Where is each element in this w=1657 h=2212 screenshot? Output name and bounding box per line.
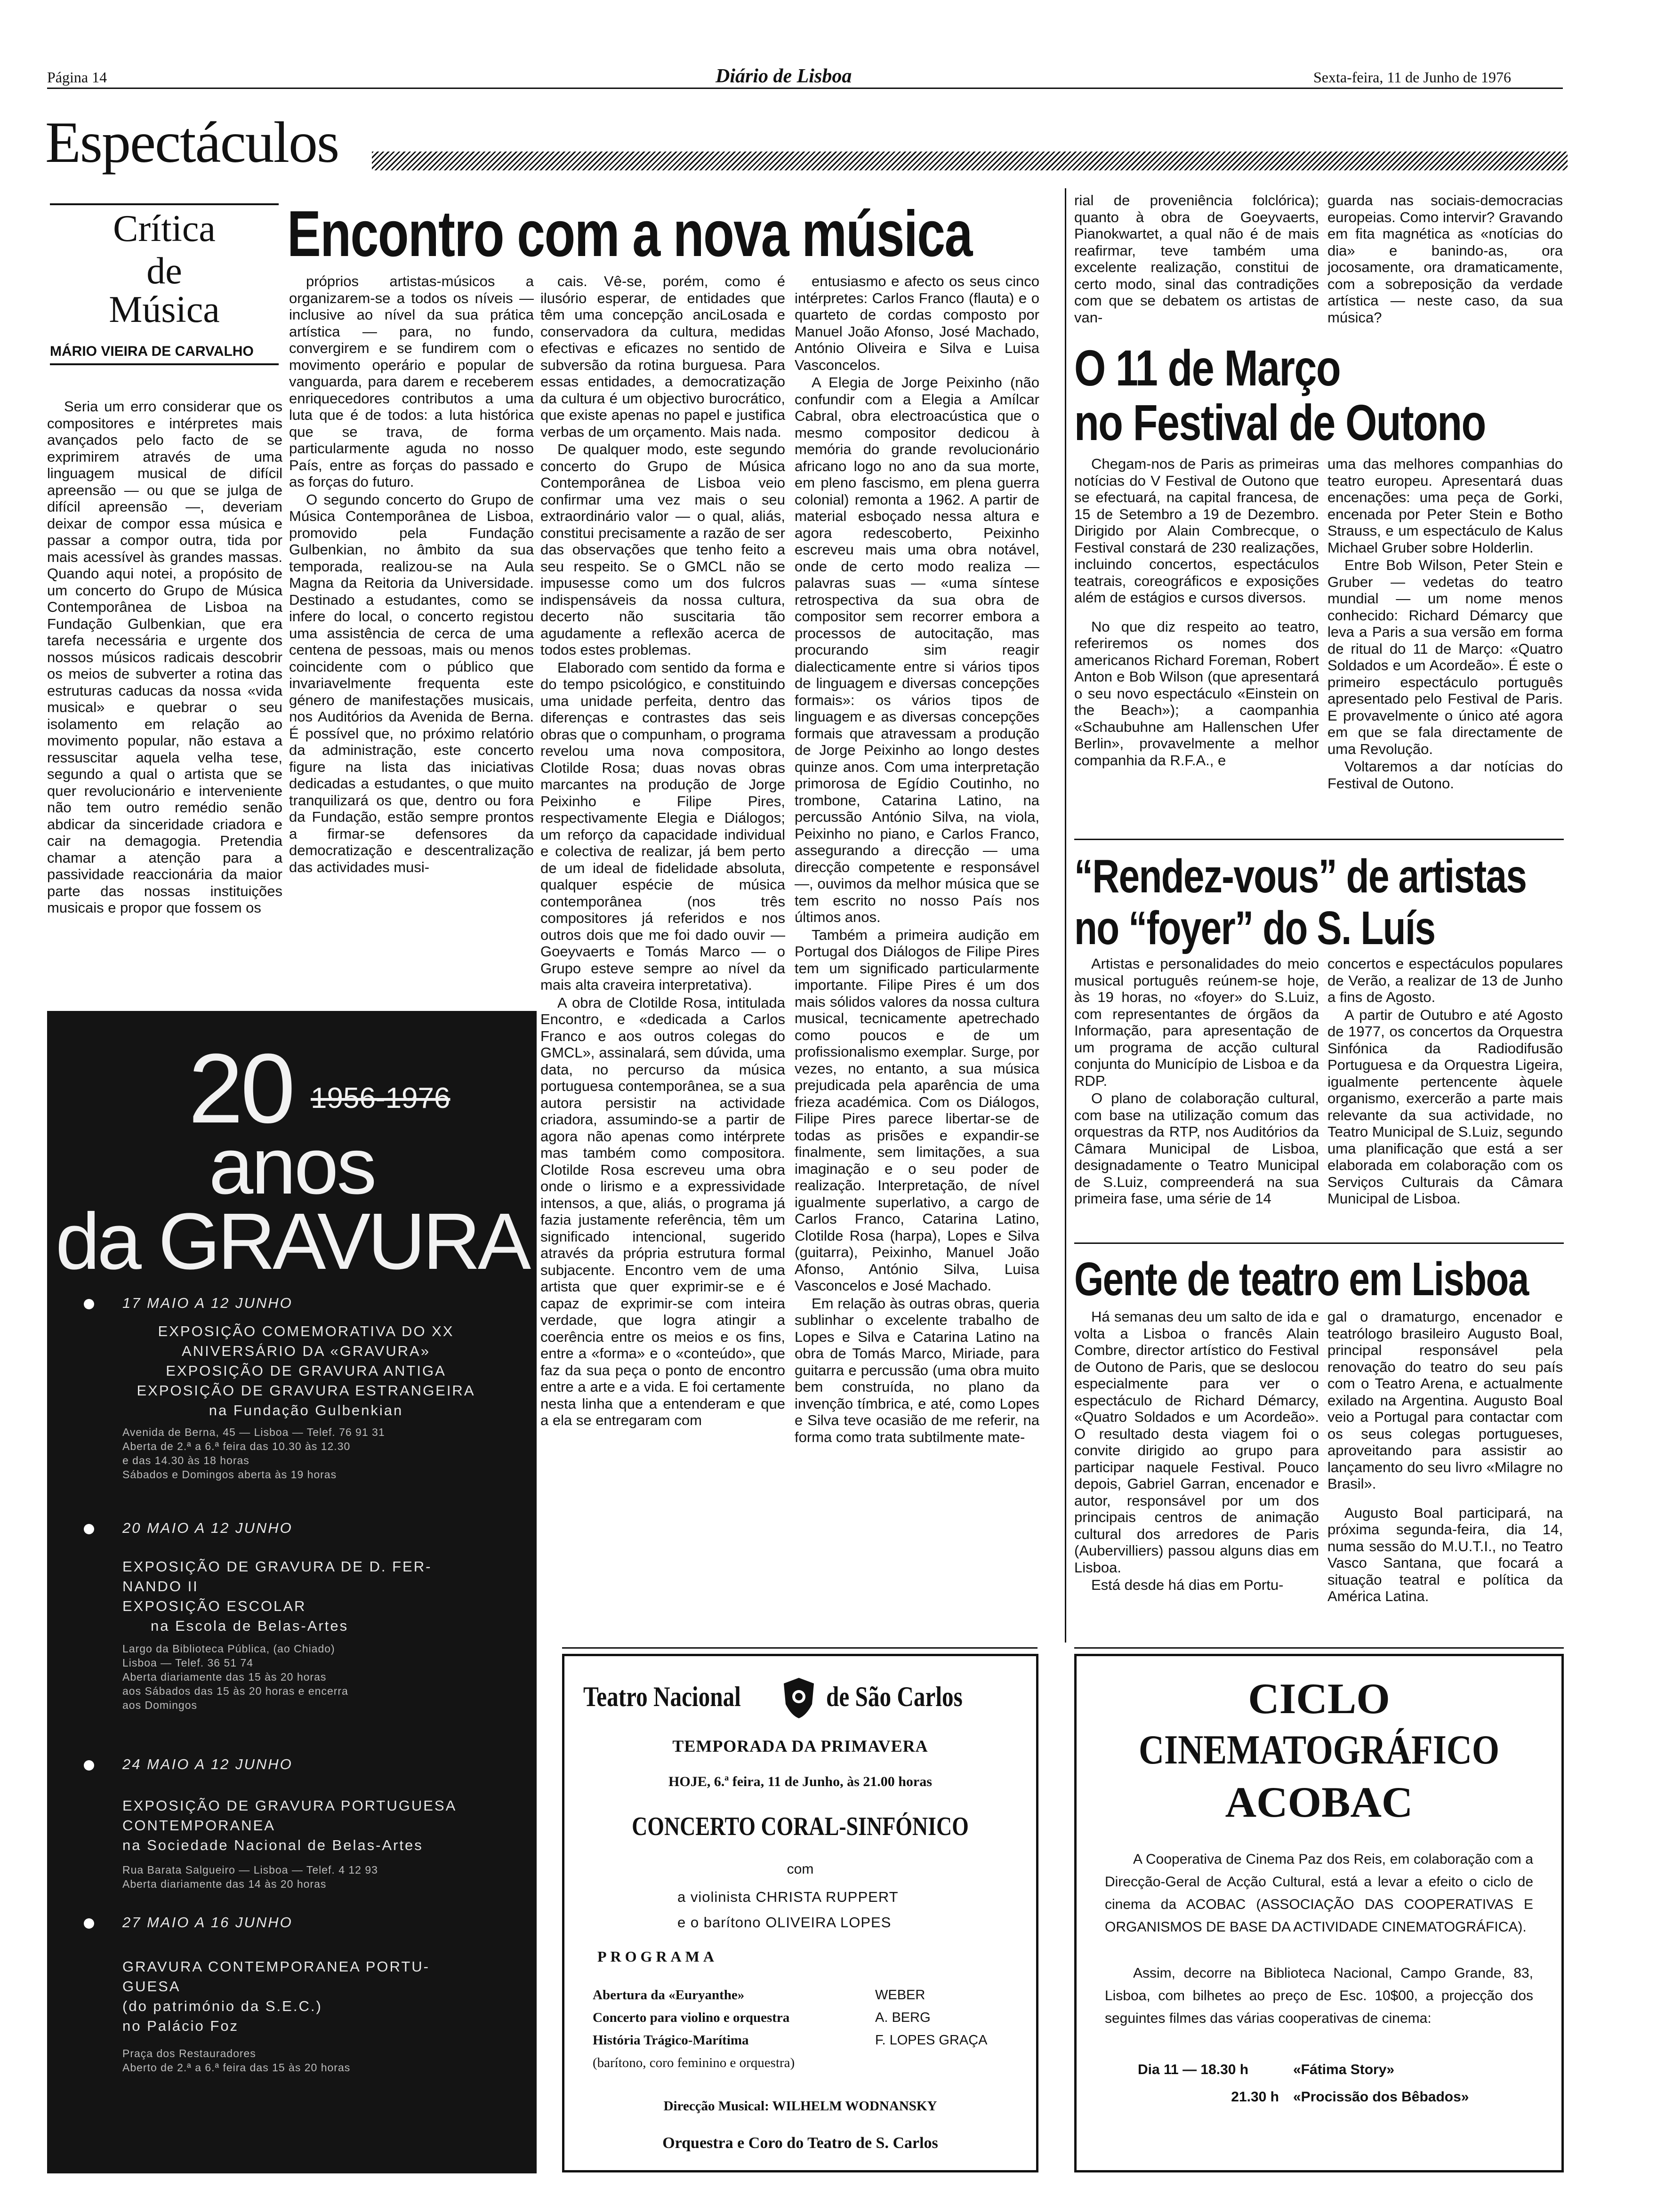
sao-carlos-programa-label: PROGRAMA <box>597 1948 718 1965</box>
ciclo-paragraph-2: Assim, decorre na Biblioteca Nacional, Campo Grande, 83, Lisboa, com bilhetes ao preço de Esc. 10$00, a projecção dos seguintes filmes das várias cooperativas de cinema: <box>1105 1965 1533 2026</box>
gravura-numeral: 20 <box>188 1033 293 1144</box>
section-rule <box>1074 1242 1564 1244</box>
rendez-column-2 <box>1327 955 1563 1238</box>
critica-column-2 <box>289 273 534 965</box>
section-title-hatch <box>372 152 1568 170</box>
paragraph: De qualquer modo, este segundo concerto do Grupo de Música Contemporânea de Lisboa veio confirmar uma vez mais o seu extraordinário valor — o qual, aliás, constitui precisamente a razão de ser das observações que tenho feito a seu respeito. Se o GMCL não se impusesse como um dos fulcros indispensáveis da nossa cultura, decerto não suscitaria tão agudamente a reflexão acerca de todos estes problemas. <box>540 441 785 658</box>
gente-column-1 <box>1074 1308 1319 1647</box>
paragraph: Em relação às outras obras, queria sublinhar o excelente trabalho de Lopes e Silva e Catarina Latino na obra de Tomás Marco, Miriade, para guitarra e percussão (uma obra muito bem construída, no plano da invenção tímbrica, e até, como Lopes e Silva teve ocasião de me referir, na forma como trata subtilmente mate- <box>795 1295 1039 1445</box>
programme-work: Abertura da «Euryanthe» <box>593 1988 745 2003</box>
paragraph: Há semanas deu um salto de ida e volta a Lisboa o francês Alain Combre, director artístico do Festival de Outono de Paris, que se deslocou especialmente para ver o espectáculo de Richard Démarcy, «Quatro Soldados e um Acordeão». O resultado desta viagem foi o convite dirigido ao grupo para participar naquele Festival. Pouco depois, Gabriel Garran, encenador e autor, responsável por um dos principais centros de animação cultural dos arredores de Paris (Aubervilliers) passou alguns dias em Lisboa. <box>1074 1308 1319 1576</box>
gravura-block-1-details <box>122 1425 508 1482</box>
ad-detail: Aberta de 2.ª a 6.ª feira das 10.30 às 12.30 <box>122 1440 351 1452</box>
marco-column-2 <box>1327 456 1563 838</box>
bullet-icon <box>84 1760 94 1771</box>
paragraph: entusiasmo e afecto os seus cinco intérpretes: Carlos Franco (flauta) e o quarteto de cordas composto por Manuel João Afonso, José Machado, António Oliveira e Silva e Luisa Vasconcelos. <box>795 273 1039 373</box>
sao-carlos-season: TEMPORADA DA PRIMAVERA <box>672 1737 928 1755</box>
sao-carlos-advertisement <box>562 1654 1038 2172</box>
paragraph: Elaborado com sentido da forma e do tempo psicológico, e constituindo uma unidade perfeita, dentro das diferenças e contrastes das seis obras que o compunham, o programa revelou uma nova compositora, Clotilde Rosa; duas novas obras marcantes na produção de Jorge Peixinho e Filipe Pires, respectivamente Elegia e Diálogos; um reforço da capacidade individual e colectiva de realizar, já bem perto de um ideal de fidelidade absoluta, qualquer espécie de música contemporânea (nos três compositores já referidos e nos outros dois que me foi dado ouvir — Goeyvaerts e Tomás Marco — o Grupo esteve sempre ao nível da mais alta craveira interpretativa). <box>540 659 785 993</box>
issue-date: Sexta-feira, 11 de Junho de 1976 <box>1313 69 1512 86</box>
screening-day: Dia 11 — 18.30 h <box>1138 2062 1249 2077</box>
ad-line: CONTEMPORANEA <box>122 1817 275 1834</box>
section-title: Espectáculos <box>45 110 339 175</box>
kicker-musica: Música <box>109 289 220 330</box>
bullet-icon <box>84 1299 94 1309</box>
gravura-block-1 <box>118 1322 494 1420</box>
ciclo-screening-2 <box>1138 2089 1514 2105</box>
gravura-date-2: 20 MAIO A 12 JUNHO <box>122 1520 293 1536</box>
page-number: Página 14 <box>47 69 107 86</box>
gravura-block-2-details <box>122 1642 508 1712</box>
sao-carlos-soloist-2: e o barítono OLIVEIRA LOPES <box>677 1914 892 1931</box>
sao-carlos-com: com <box>787 1861 814 1877</box>
ad-detail: Praça dos Restauradores <box>122 2047 256 2060</box>
paragraph: gal o dramaturgo, encenador e teatrólogo brasileiro Augusto Boal, principal responsável pela renovação do teatro do seu país com o Teatro Arena, e actualmente exilado na Argentina. Augusto Boal veio a Portugal para contactar com os seus colegas portugueses, aproveitando para assistir ao lançamento do seu livro «Milagre no Brasil». <box>1327 1308 1563 1492</box>
ad-detail: Aberta diariamente das 14 às 20 horas <box>122 1878 327 1890</box>
bullet-icon <box>84 1524 94 1534</box>
ad-line: (do património da S.E.C.) <box>122 1998 322 2014</box>
rendez-headline-2: no “foyer” do S. Luís <box>1074 902 1435 954</box>
kicker-top-rule <box>50 203 279 205</box>
coat-of-arms-icon <box>780 1675 818 1720</box>
paragraph: rial de proveniência folclórica); quanto à obra de Goeyvaerts, Pianokwartet, a qual não é de mais reafirmar, teve também uma excelente realização, constitui de certo modo, sinal das contradições com que se debatem os artistas de van- <box>1074 192 1319 326</box>
ad-line: EXPOSIÇÃO DE GRAVURA DE D. FER- <box>122 1558 432 1575</box>
ad-top-rule <box>562 1647 1038 1649</box>
gravura-date-3: 24 MAIO A 12 JUNHO <box>122 1756 293 1772</box>
ad-line: EXPOSIÇÃO DE GRAVURA ESTRANGEIRA <box>137 1382 475 1399</box>
screening-day: 21.30 h <box>1231 2089 1279 2105</box>
paragraph: O plano de colaboração cultural, com base na utilização comum das orquestras da RTP, nos Auditórios da Câmara Municipal de Lisboa, designadamente o Teatro Municipal de S.Luiz, compreenderá na sua primeira fase, uma série de 14 <box>1074 1090 1319 1207</box>
kicker-de: de <box>146 250 182 292</box>
programme-work: Concerto para violino e orquestra <box>593 2010 790 2025</box>
ad-line: EXPOSIÇÃO DE GRAVURA ANTIGA <box>166 1362 446 1379</box>
kicker-critica: Crítica <box>113 208 216 249</box>
ad-detail: aos Domingos <box>122 1699 198 1711</box>
ad-line: no Palácio Foz <box>122 2018 239 2034</box>
paragraph: A Elegia de Jorge Peixinho (não confundir com a Elegia a Amílcar Cabral, obra electroacústica que o mesmo compositor dedicou à memória do grande revolucionário africano logo no ano da sua morte, em pleno fascismo, em plena guerra colonial) remonta a 1962. A partir de material esboçado nessa altura e agora redescoberto, Peixinho escreveu mais uma obra notável, onde de certo modo realiza — palavras suas — «uma síntese retrospectiva da sua obra de compositor sem recorrer embora a processos de autocitação, mas procurando sim reagir dialecticamente entre si vários tipos de linguagem e diversas concepções formais»: os vários tipos de linguagem e as diversas concepções formais que atravessam a produção de Jorge Peixinho ao longo destes quinze anos. Com uma interpretação primorosa de Egídio Coutinho, no trombone, Catarina Latino, na percussão António Silva, na viola, Peixinho no piano, e Carlos Franco, assegurando a direcção — uma direcção competente e responsável —, ouvimos da melhor música que se tem escrito no nosso País nos últimos anos. <box>795 374 1039 925</box>
gravura-date-1: 17 MAIO A 12 JUNHO <box>122 1295 293 1311</box>
bullet-icon <box>84 1918 94 1929</box>
rendez-headline-1: “Rendez-vous” de artistas <box>1074 850 1527 903</box>
masthead-rule <box>47 88 1563 89</box>
paragraph: Augusto Boal participará, na próxima segunda-feira, dia 14, numa sessão do M.U.T.I., no Teatro Vasco Santana, que focará a situação teatral e política da América Latina. <box>1327 1504 1563 1604</box>
gravura-title-anos: anos <box>209 1122 375 1211</box>
screening-film: «Fátima Story» <box>1293 2062 1395 2077</box>
byline-rule <box>50 363 279 365</box>
sao-carlos-direction: Direcção Musical: WILHELM WODNANSKY <box>663 2099 937 2114</box>
critica-column-1 <box>47 398 282 963</box>
ciclo-title-2: CINEMATOGRÁFICO <box>1138 1727 1500 1773</box>
ad-line: GRAVURA CONTEMPORANEA PORTU- <box>122 1958 430 1975</box>
programme-row <box>593 2006 1016 2029</box>
programme-composer: A. BERG <box>875 2010 931 2025</box>
gravura-block-3-details <box>122 1863 508 1891</box>
paragraph: Seria um erro considerar que os compositores e intérpretes mais avançados pelo facto de se exprimirem através de uma linguagem musical de difícil apreensão — ou que se julga de difícil apreensão —, deveriam deixar de compor essa música e passar a compor outra, tida por mais acessível às grandes massas. Quando aqui notei, a propósito de um concerto do Grupo de Música Contemporânea de Lisboa na Fundação Gulbenkian, que era tarefa necessária e urgente dos nossos músicos radicais descobrir os meios de subverter a rotina das estruturas caducas da nossa «vida musical» e quebrar o seu isolamento em relação ao movimento popular, não estava a ressuscitar aquela velha tese, segundo a qual o artista que se quer revolucionário e interveniente não tem outro remédio senão abdicar da sinceridade criadora e cair na demagogia. Pretendia chamar a atenção para a passividade reaccionária da maior parte das nossas instituições musicais e propor que fossem os <box>47 398 282 916</box>
paragraph: A obra de Clotilde Rosa, intitulada Encontro, e «dedicada a Carlos Franco e aos outros colegas do GMCL», assinalará, sem dúvida, uma data, no percurso da música portuguesa contemporânea, se a sua autora persistir na actividade criadora, assumindo-se a partir de agora não apenas como intérprete mas também como compositora. Clotilde Rosa escreveu uma obra onde o lirismo e a expressividade intensos, a que, aliás, o programa já fazia justamente referência, têm um significado intencional, sugerido através da própria estrutura formal subjacente. Encontro vem de uma artista que quer exprimir-se e é capaz de exprimir-se com inteira verdade, que logra atingir a coerência entre os meios e os fins, entre a «forma» e o «conteúdo», que faz da sua peça o ponto de encontro entre a arte e a vida. E foi certamente nesta linha que a entenderam e que a ela se entregaram com <box>540 994 785 1428</box>
paragraph: No que diz respeito ao teatro, referiremos os nomes dos americanos Richard Foreman, Robert Anton e Bob Wilson (que apresentará o seu novo espectáculo «Einstein on the Beach»); a caompanhia «Schaubuhne am Hallenschen Ufer Berlin», provavelmente a melhor companhia da R.F.A., e <box>1074 618 1319 769</box>
gravura-block-4 <box>122 1957 508 2036</box>
gravura-block-2 <box>122 1557 508 1636</box>
ad-line: na Escola de Belas-Artes <box>151 1618 349 1634</box>
critica-column-3 <box>540 273 785 1638</box>
paragraph: Voltaremos a dar notícias do Festival de Outono. <box>1327 758 1563 792</box>
programme-work: História Trágico-Marítima <box>593 2033 749 2048</box>
gravura-block-4-details <box>122 2046 508 2075</box>
marco-headline-1: O 11 de Março <box>1074 339 1341 396</box>
marco-column-1 <box>1074 456 1319 838</box>
ad-detail: Sábados e Domingos aberta às 19 horas <box>122 1468 337 1481</box>
critica-column-5 <box>1074 192 1319 329</box>
ad-detail: Avenida de Berna, 45 — Lisboa — Telef. 76 91 31 <box>122 1426 385 1438</box>
ciclo-title-3: ACOBAC <box>1225 1778 1413 1826</box>
marco-headline-2: no Festival de Outono <box>1074 394 1486 451</box>
ad-line: GUESA <box>122 1978 181 1995</box>
sao-carlos-orchestra: Orquestra e Coro do Teatro de S. Carlos <box>662 2134 938 2152</box>
programme-row <box>593 1984 1016 2006</box>
ciclo-title-1: CICLO <box>1248 1675 1390 1723</box>
critica-column-4 <box>795 273 1039 1638</box>
programme-composer: WEBER <box>875 1988 925 2003</box>
ad-top-rule <box>1074 1647 1564 1649</box>
sao-carlos-date: HOJE, 6.ª feira, 11 de Junho, às 21.00 horas <box>668 1774 932 1789</box>
rendez-column-1 <box>1074 955 1319 1238</box>
ad-line: EXPOSIÇÃO ESCOLAR <box>122 1598 306 1614</box>
section-rule <box>1074 839 1564 840</box>
paragraph: Artistas e personalidades do meio musical português reúnem-se hoje, às 19 horas, no «foyer» do S.Luiz, com representantes de órgãos da Informação, para apresentação de um programa de acção cultural conjunta do Município de Lisboa e da RDP. <box>1074 955 1319 1089</box>
paragraph: O segundo concerto do Grupo de Música Contemporânea de Lisboa, promovido pela Fundação Gulbenkian, no âmbito da sua temporada, realizou-se na Aula Magna da Reitoria da Universidade. Destinado a estudantes, como se infere do local, o concerto registou uma assistência de cerca de uma centena de pessoas, mais ou menos coincidente com o público que invariavelmente frequenta este género de manifestações musicais, nos Auditórios da Avenida de Berna. É possível que, no próximo relatório da administração, este concerto figure na lista das iniciativas dedicadas a estudantes, o que muito tranquilizará os que, dentro ou fora da Fundação, estão sempre prontos a firmar-se defensores da democratização e descentralização das actividades musi- <box>289 491 534 875</box>
ad-detail: Rua Barata Salgueiro — Lisboa — Telef. 4 12 93 <box>122 1864 378 1876</box>
ad-detail: Lisboa — Telef. 36 51 74 <box>122 1657 254 1669</box>
gravura-date-4: 27 MAIO A 16 JUNHO <box>122 1914 293 1931</box>
newspaper-name: Diário de Lisboa <box>716 65 852 87</box>
paragraph: próprios artistas-músicos a organizarem-se a todos os níveis — inclusive ao nível da sua prática artística — para, no fundo, convergirem e se fundirem com o movimento operário e popular de vanguarda, para darem e receberem enriquecedores contributos a uma luta que é de todos: a luta histórica que se trava, de forma particularmente aguda no nosso País, entre as forças do passado e as forças do futuro. <box>289 273 534 490</box>
gravura-block-3 <box>122 1796 508 1855</box>
ad-line: ANIVERSÁRIO DA «GRAVURA» <box>182 1343 430 1359</box>
ad-detail: Largo da Biblioteca Pública, (ao Chiado) <box>122 1643 335 1655</box>
ad-detail: aos Sábados das 15 às 20 horas e encerra <box>122 1685 348 1697</box>
sao-carlos-title-right: de São Carlos <box>826 1681 963 1712</box>
column-separator <box>1065 188 1066 1643</box>
gente-headline: Gente de teatro em Lisboa <box>1074 1253 1528 1306</box>
ad-detail: Aberta diariamente das 15 às 20 horas <box>122 1671 327 1683</box>
ad-detail: e das 14.30 às 18 horas <box>122 1454 249 1467</box>
ad-line: na Fundação Gulbenkian <box>209 1402 403 1419</box>
paragraph: Está desde há dias em Portu- <box>1091 1577 1284 1593</box>
ciclo-advertisement <box>1074 1654 1564 2172</box>
gente-column-2 <box>1327 1308 1563 1647</box>
paragraph: concertos e espectáculos populares de Verão, a realizar de 13 de Junho a fins de Agosto. <box>1327 955 1563 1005</box>
ad-line: NANDO II <box>122 1578 199 1595</box>
paragraph: uma das melhores companhias do teatro europeu. Apresentará duas encenações: uma peça de Gorki, encenada por Peter Stein e Botho Strauss, e um espectáculo de Kalus Michael Gruber sobre Holderlin. <box>1327 456 1563 556</box>
gravura-title-gravura: da GRAVURA <box>55 1197 529 1286</box>
ciclo-paragraph-1: A Cooperativa de Cinema Paz dos Reis, em colaboração com a Direcção-Geral de Acção Cultural, está a levar a efeito o ciclo de cinema da ACOBAC (ASSOCIAÇÃO DAS COOPERATIVAS E ORGANISMOS DE BASE DA ACTIVIDADE CINEMATOGRÁFICA). <box>1105 1851 1533 1935</box>
paragraph: Chegam-nos de Paris as primeiras notícias do V Festival de Outono que se efectuará, na capital francesa, de 15 de Setembro a 19 de Dezembro. Dirigido por Alain Combrecque, o Festival constará de 230 realizações, incluindo concertos, espectáculos teatrais, coreográficos e exposições além de estágios e cursos diversos. <box>1074 456 1319 606</box>
screening-film: «Procissão dos Bêbados» <box>1293 2089 1469 2105</box>
paragraph: Entre Bob Wilson, Peter Stein e Gruber — vedetas do teatro mundial — um nome menos conhecido: Richard Démarcy que leva a Paris a sua versão em forma de ritual do 11 de Março: «Quatro Soldados e um Acordeão». É este o primeiro espectáculo português apresentado pelo Festival de Paris. E provavelmente o único até agora em que se fala directamente de uma Revolução. <box>1327 557 1563 757</box>
programme-note: (barítono, coro feminino e orquestra) <box>593 2055 795 2070</box>
sao-carlos-title-left: Teatro Nacional <box>583 1681 741 1712</box>
ad-line: na Sociedade Nacional de Belas-Artes <box>122 1837 423 1853</box>
critica-column-6 <box>1327 192 1563 329</box>
critica-headline: Encontro com a nova música <box>287 198 972 270</box>
byline: MÁRIO VIEIRA DE CARVALHO <box>50 344 254 359</box>
ad-line: EXPOSIÇÃO COMEMORATIVA DO XX <box>158 1323 454 1339</box>
paragraph: Também a primeira audição em Portugal dos Diálogos de Filipe Pires tem um significado particularmente importante. Filipe Pires é um dos mais sólidos valores da nossa cultura musical, tecnicamente apetrechado como poucos e de um profissionalismo exemplar. Surge, por vezes, no entanto, a sua música prejudicada pela aparência de uma frieza académica. Com os Diálogos, Filipe Pires parece libertar-se de todas as prisões e expandir-se finalmente, sem limitações, a sua imaginação e o seu poder de realização. Interpretação, de nível igualmente superlativo, a cargo de Carlos Franco, Catarina Latino, Clotilde Rosa (harpa), Lopes e Silva (guitarra), Peixinho, Manuel João Afonso, António Silva, Luisa Vasconcelos e José Machado. <box>795 926 1039 1294</box>
paragraph: A partir de Outubro e até Agosto de 1977, os concertos da Orquestra Sinfónica da Radiodifusão Portuguesa e da Orquestra Ligeira, igualmente pertencente àquele organismo, exercerão a parte mais relevante da sua actividade, no Teatro Municipal de S.Luiz, segundo uma planificação que está a ser elaborada em colaboração com os Serviços Culturais da Câmara Municipal de Lisboa. <box>1327 1006 1563 1207</box>
sao-carlos-soloist-1: a violinista CHRISTA RUPPERT <box>677 1889 899 1905</box>
ad-line: EXPOSIÇÃO DE GRAVURA PORTUGUESA <box>122 1797 457 1814</box>
gravura-advertisement <box>47 1011 537 2173</box>
sao-carlos-programme <box>593 1984 1016 2074</box>
programme-composer: F. LOPES GRAÇA <box>875 2033 988 2048</box>
paragraph: guarda nas sociais-democracias europeias. Como intervir? Gravando em fita magnética as «notícias do dia» e banindo-as, ora jocosamente, ora dramaticamente, com a sobreposição da verdade artística — neste caso, da sua música? <box>1327 192 1563 326</box>
ad-detail: Aberto de 2.ª a 6.ª feira das 15 às 20 horas <box>122 2061 351 2074</box>
programme-row <box>593 2029 1016 2052</box>
sao-carlos-concert: CONCERTO CORAL-SINFÓNICO <box>632 1812 969 1841</box>
paragraph: cais. Vê-se, porém, como é ilusório esperar, de entidades que têm uma concepção anciLosada e conservadora da cultura, medidas efectivas e eficazes no sentido de subversão da rotina burguesa. Para essas entidades, a democratização da cultura é um objectivo burocrático, que existe apenas no papel e justifica verbas de um orçamento. Mais nada. <box>540 273 785 440</box>
ciclo-screening-1 <box>1138 2062 1514 2078</box>
gravura-years: 1956-1976 <box>311 1082 450 1114</box>
